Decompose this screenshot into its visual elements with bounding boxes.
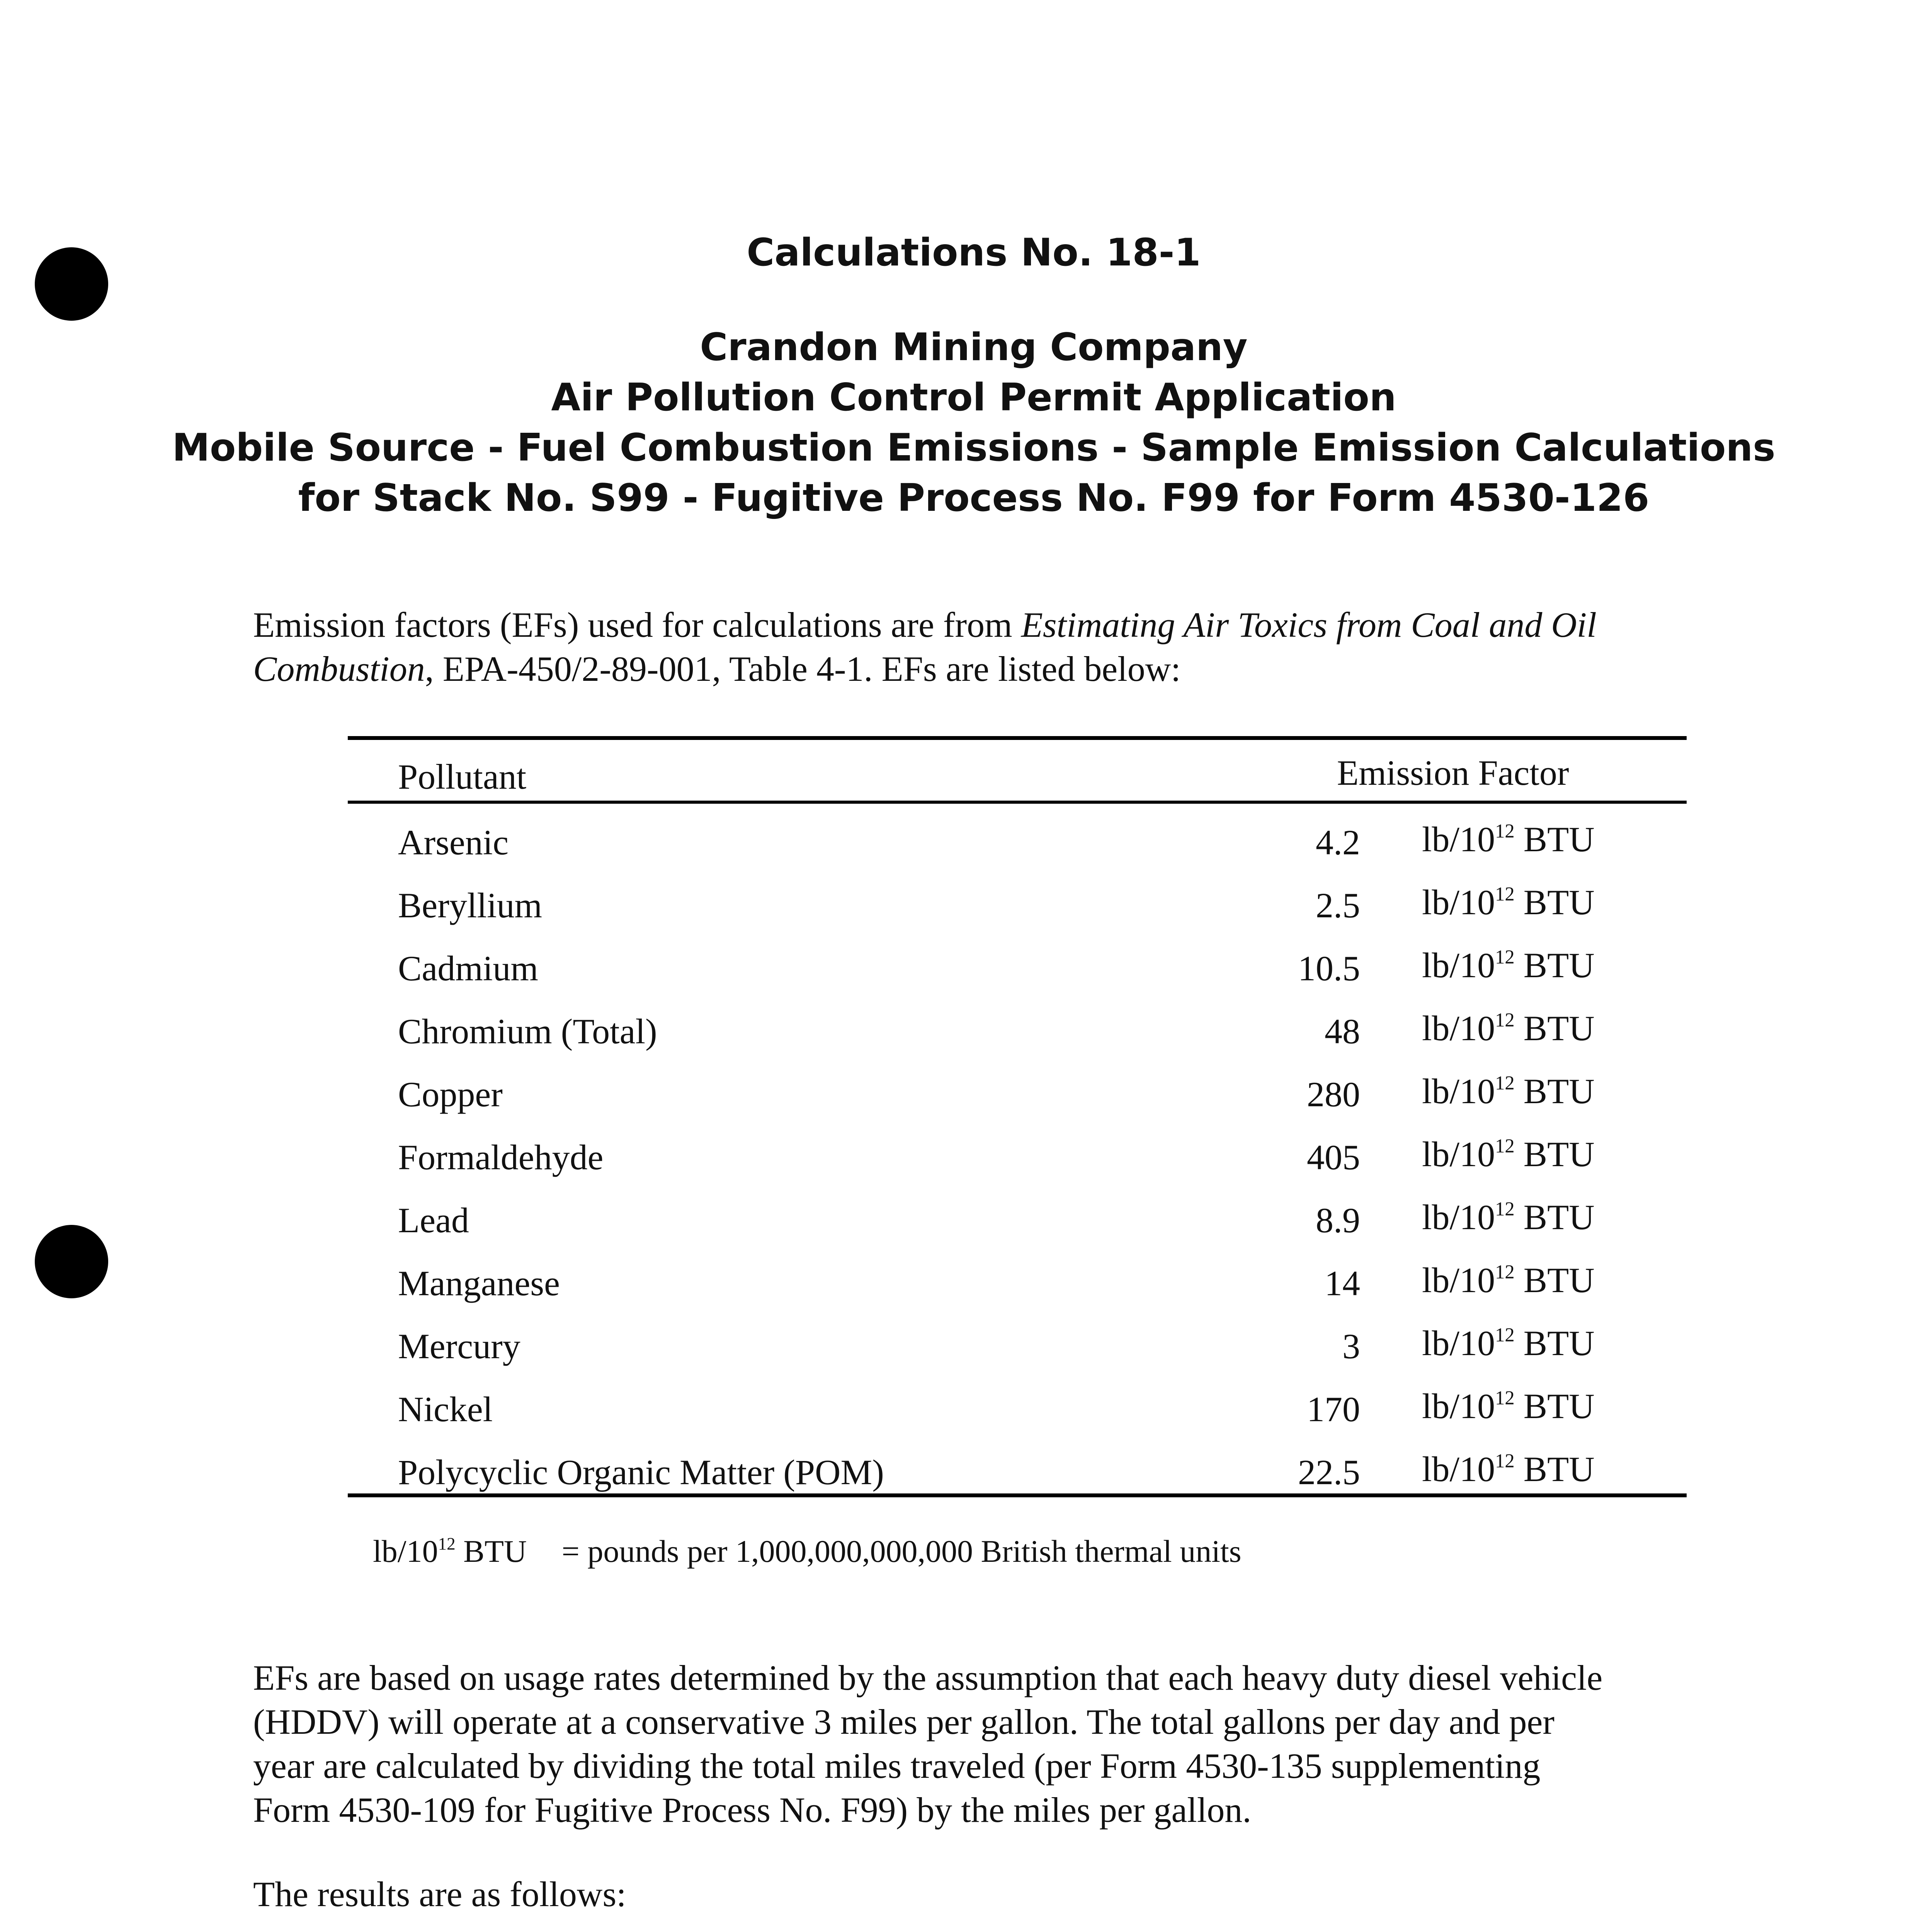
emission-factor-unit <box>1422 1385 1595 1427</box>
emission-factor-unit <box>1422 1196 1595 1238</box>
unit-suffix: BTU <box>1514 1449 1595 1489</box>
unit-suffix: BTU <box>1514 1260 1595 1300</box>
emission-factor-value: 405 <box>1307 1138 1360 1177</box>
footnote-unit-base: lb/10 <box>373 1534 438 1569</box>
unit-suffix: BTU <box>1514 1009 1595 1048</box>
emission-factor-unit <box>1422 881 1595 923</box>
table-header-rule <box>348 801 1687 804</box>
emission-factor-unit <box>1422 1259 1595 1301</box>
emission-factor-unit <box>1422 944 1595 986</box>
emission-factor-unit <box>1422 1007 1595 1049</box>
emission-factor-value: 2.5 <box>1316 886 1360 925</box>
footnote-definition: = pounds per 1,000,000,000,000 British thermal units <box>561 1534 1242 1569</box>
intro-source-title-2: Combustion <box>253 649 425 689</box>
unit-base: lb/10 <box>1422 1449 1495 1489</box>
pollutant-name: Formaldehyde <box>398 1138 604 1177</box>
emission-factor-unit <box>1422 1448 1595 1490</box>
emission-factor-unit <box>1422 818 1595 861</box>
unit-suffix: BTU <box>1514 883 1595 922</box>
pollutant-name: Manganese <box>398 1264 560 1303</box>
unit-exponent: 12 <box>1495 946 1515 968</box>
stack-form-reference: for Stack No. S99 - Fugitive Process No. F99 for Form 4530-126 <box>298 476 1650 520</box>
footnote-unit-suffix: BTU <box>455 1534 527 1569</box>
emission-factor-unit <box>1422 1133 1595 1175</box>
unit-exponent: 12 <box>1495 1324 1515 1346</box>
emission-factor-value: 3 <box>1342 1327 1360 1366</box>
calculation-subject: Mobile Source - Fuel Combustion Emissions - Sample Emission Calculations <box>172 426 1776 470</box>
unit-exponent: 12 <box>1495 820 1515 842</box>
unit-suffix: BTU <box>1514 820 1595 859</box>
emission-factor-value: 10.5 <box>1298 949 1360 988</box>
unit-suffix: BTU <box>1514 946 1595 985</box>
unit-base: lb/10 <box>1422 1134 1495 1174</box>
unit-exponent: 12 <box>1495 1009 1515 1031</box>
unit-base: lb/10 <box>1422 1197 1495 1237</box>
intro-source-title-1: Estimating Air Toxics from Coal and Oil <box>1021 605 1597 645</box>
usage-line-2: (HDDV) will operate at a conservative 3 miles per gallon. The total gallons per day and per <box>253 1702 1554 1742</box>
page-title: Calculations No. 18-1 <box>747 231 1201 275</box>
emission-factor-value: 22.5 <box>1298 1452 1360 1492</box>
unit-base: lb/10 <box>1422 1260 1495 1300</box>
unit-exponent: 12 <box>1495 1135 1515 1157</box>
pollutant-name: Arsenic <box>398 823 509 862</box>
emission-factor-value: 8.9 <box>1316 1201 1360 1240</box>
footnote-unit-exp: 12 <box>438 1534 456 1554</box>
results-lead-in: The results are as follows: <box>253 1874 626 1914</box>
unit-suffix: BTU <box>1514 1197 1595 1237</box>
usage-line-1: EFs are based on usage rates determined by the assumption that each heavy duty diesel vehicle <box>253 1658 1603 1697</box>
unit-base: lb/10 <box>1422 1009 1495 1048</box>
unit-footnote <box>373 1530 1242 1573</box>
usage-line-4: Form 4530-109 for Fugitive Process No. F99) by the miles per gallon. <box>253 1790 1252 1830</box>
unit-base: lb/10 <box>1422 883 1495 922</box>
unit-suffix: BTU <box>1514 1071 1595 1111</box>
unit-base: lb/10 <box>1422 820 1495 859</box>
intro-paragraph <box>253 603 1779 691</box>
unit-suffix: BTU <box>1514 1323 1595 1363</box>
usage-paragraph <box>253 1656 1799 1832</box>
table-top-rule <box>348 736 1687 740</box>
header-pollutant: Pollutant <box>398 757 527 796</box>
emission-factor-value: 280 <box>1307 1075 1360 1114</box>
pollutant-name: Beryllium <box>398 886 543 925</box>
pollutant-name: Mercury <box>398 1327 520 1366</box>
emission-factor-value: 170 <box>1307 1389 1360 1429</box>
header-emission-factor: Emission Factor <box>1337 753 1569 793</box>
pollutant-name: Chromium (Total) <box>398 1012 657 1051</box>
unit-exponent: 12 <box>1495 1072 1515 1094</box>
pollutant-name: Polycyclic Organic Matter (POM) <box>398 1452 884 1492</box>
table-bottom-rule <box>348 1493 1687 1497</box>
unit-base: lb/10 <box>1422 1386 1495 1426</box>
emission-factor-unit <box>1422 1322 1595 1364</box>
application-title: Air Pollution Control Permit Application <box>551 376 1396 420</box>
unit-suffix: BTU <box>1514 1386 1595 1426</box>
unit-suffix: BTU <box>1514 1134 1595 1174</box>
pollutant-name: Lead <box>398 1201 469 1240</box>
unit-exponent: 12 <box>1495 1450 1515 1472</box>
emission-factor-unit <box>1422 1070 1595 1112</box>
intro-text-before: Emission factors (EFs) used for calculations are from <box>253 605 1021 645</box>
emission-factor-value: 14 <box>1325 1264 1360 1303</box>
binder-hole-middle <box>35 1225 108 1298</box>
unit-exponent: 12 <box>1495 1387 1515 1409</box>
emission-factor-value: 48 <box>1325 1012 1360 1051</box>
unit-base: lb/10 <box>1422 946 1495 985</box>
unit-exponent: 12 <box>1495 1198 1515 1220</box>
pollutant-name: Cadmium <box>398 949 538 988</box>
company-name: Crandon Mining Company <box>700 325 1248 369</box>
unit-base: lb/10 <box>1422 1323 1495 1363</box>
unit-exponent: 12 <box>1495 1261 1515 1283</box>
unit-base: lb/10 <box>1422 1071 1495 1111</box>
usage-line-3: year are calculated by dividing the total miles traveled (per Form 4530-135 supplementing <box>253 1746 1541 1786</box>
pollutant-name: Copper <box>398 1075 503 1114</box>
emission-factor-value: 4.2 <box>1316 823 1360 862</box>
pollutant-name: Nickel <box>398 1389 493 1429</box>
unit-exponent: 12 <box>1495 883 1515 905</box>
intro-text-after: , EPA-450/2-89-001, Table 4-1. EFs are listed below: <box>425 649 1181 689</box>
